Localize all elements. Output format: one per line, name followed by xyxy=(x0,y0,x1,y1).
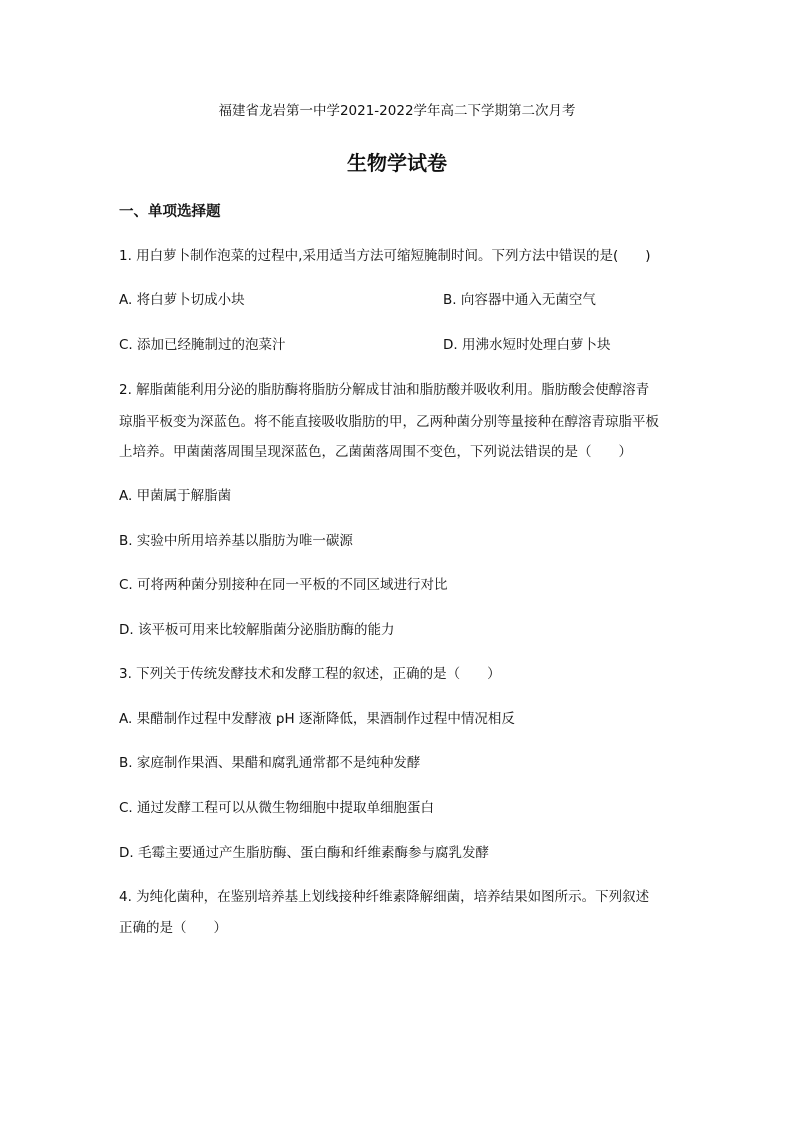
question-1-stem: 1. 用白萝卜制作泡菜的过程中,采用适当方法可缩短腌制时间。下列方法中错误的是( ) xyxy=(119,248,651,264)
question-3-option-b: B. 家庭制作果酒、果醋和腐乳通常都不是纯种发酵 xyxy=(119,755,421,771)
question-2-option-d: D. 该平板可用来比较解脂菌分泌脂肪酶的能力 xyxy=(119,622,395,638)
question-1-option-c: C. 添加已经腌制过的泡菜汁 xyxy=(119,337,286,353)
question-2-option-a: A. 甲菌属于解脂菌 xyxy=(119,488,232,504)
exam-school-line: 福建省龙岩第一中学2021-2022学年高二下学期第二次月考 xyxy=(218,103,576,119)
question-2-stem-line-1: 2. 解脂菌能利用分泌的脂肪酶将脂肪分解成甘油和脂肪酸并吸收利用。脂肪酸会使醇溶青 xyxy=(119,382,650,398)
question-2-stem-line-3: 上培养。甲菌菌落周围呈现深蓝色，乙菌菌落周围不变色，下列说法错误的是（ ） xyxy=(119,444,632,460)
question-1-option-d: D. 用沸水短时处理白萝卜块 xyxy=(443,337,611,353)
question-3-stem: 3. 下列关于传统发酵技术和发酵工程的叙述，正确的是（ ） xyxy=(119,666,501,682)
question-2-option-b: B. 实验中所用培养基以脂肪为唯一碳源 xyxy=(119,533,353,549)
question-3-option-a: A. 果醋制作过程中发酵液 pH 逐渐降低，果酒制作过程中情况相反 xyxy=(119,711,515,727)
question-1-option-b: B. 向容器中通入无菌空气 xyxy=(443,292,596,308)
question-1-option-a: A. 将白萝卜切成小块 xyxy=(119,292,245,308)
exam-title: 生物学试卷 xyxy=(347,151,447,175)
question-2-stem-line-2: 琼脂平板变为深蓝色。将不能直接吸收脂肪的甲，乙两种菌分别等量接种在醇溶青琼脂平板 xyxy=(119,414,659,430)
question-3-option-d: D. 毛霉主要通过产生脂肪酶、蛋白酶和纤维素酶参与腐乳发酵 xyxy=(119,845,489,861)
section-heading: 一、单项选择题 xyxy=(119,204,221,220)
question-4-stem-line-1: 4. 为纯化菌种，在鉴别培养基上划线接种纤维素降解细菌，培养结果如图所示。下列叙述 xyxy=(119,889,650,905)
question-2-option-c: C. 可将两种菌分别接种在同一平板的不同区域进行对比 xyxy=(119,577,448,593)
question-4-stem-line-2: 正确的是（ ） xyxy=(119,920,227,936)
question-3-option-c: C. 通过发酵工程可以从微生物细胞中提取单细胞蛋白 xyxy=(119,800,435,816)
